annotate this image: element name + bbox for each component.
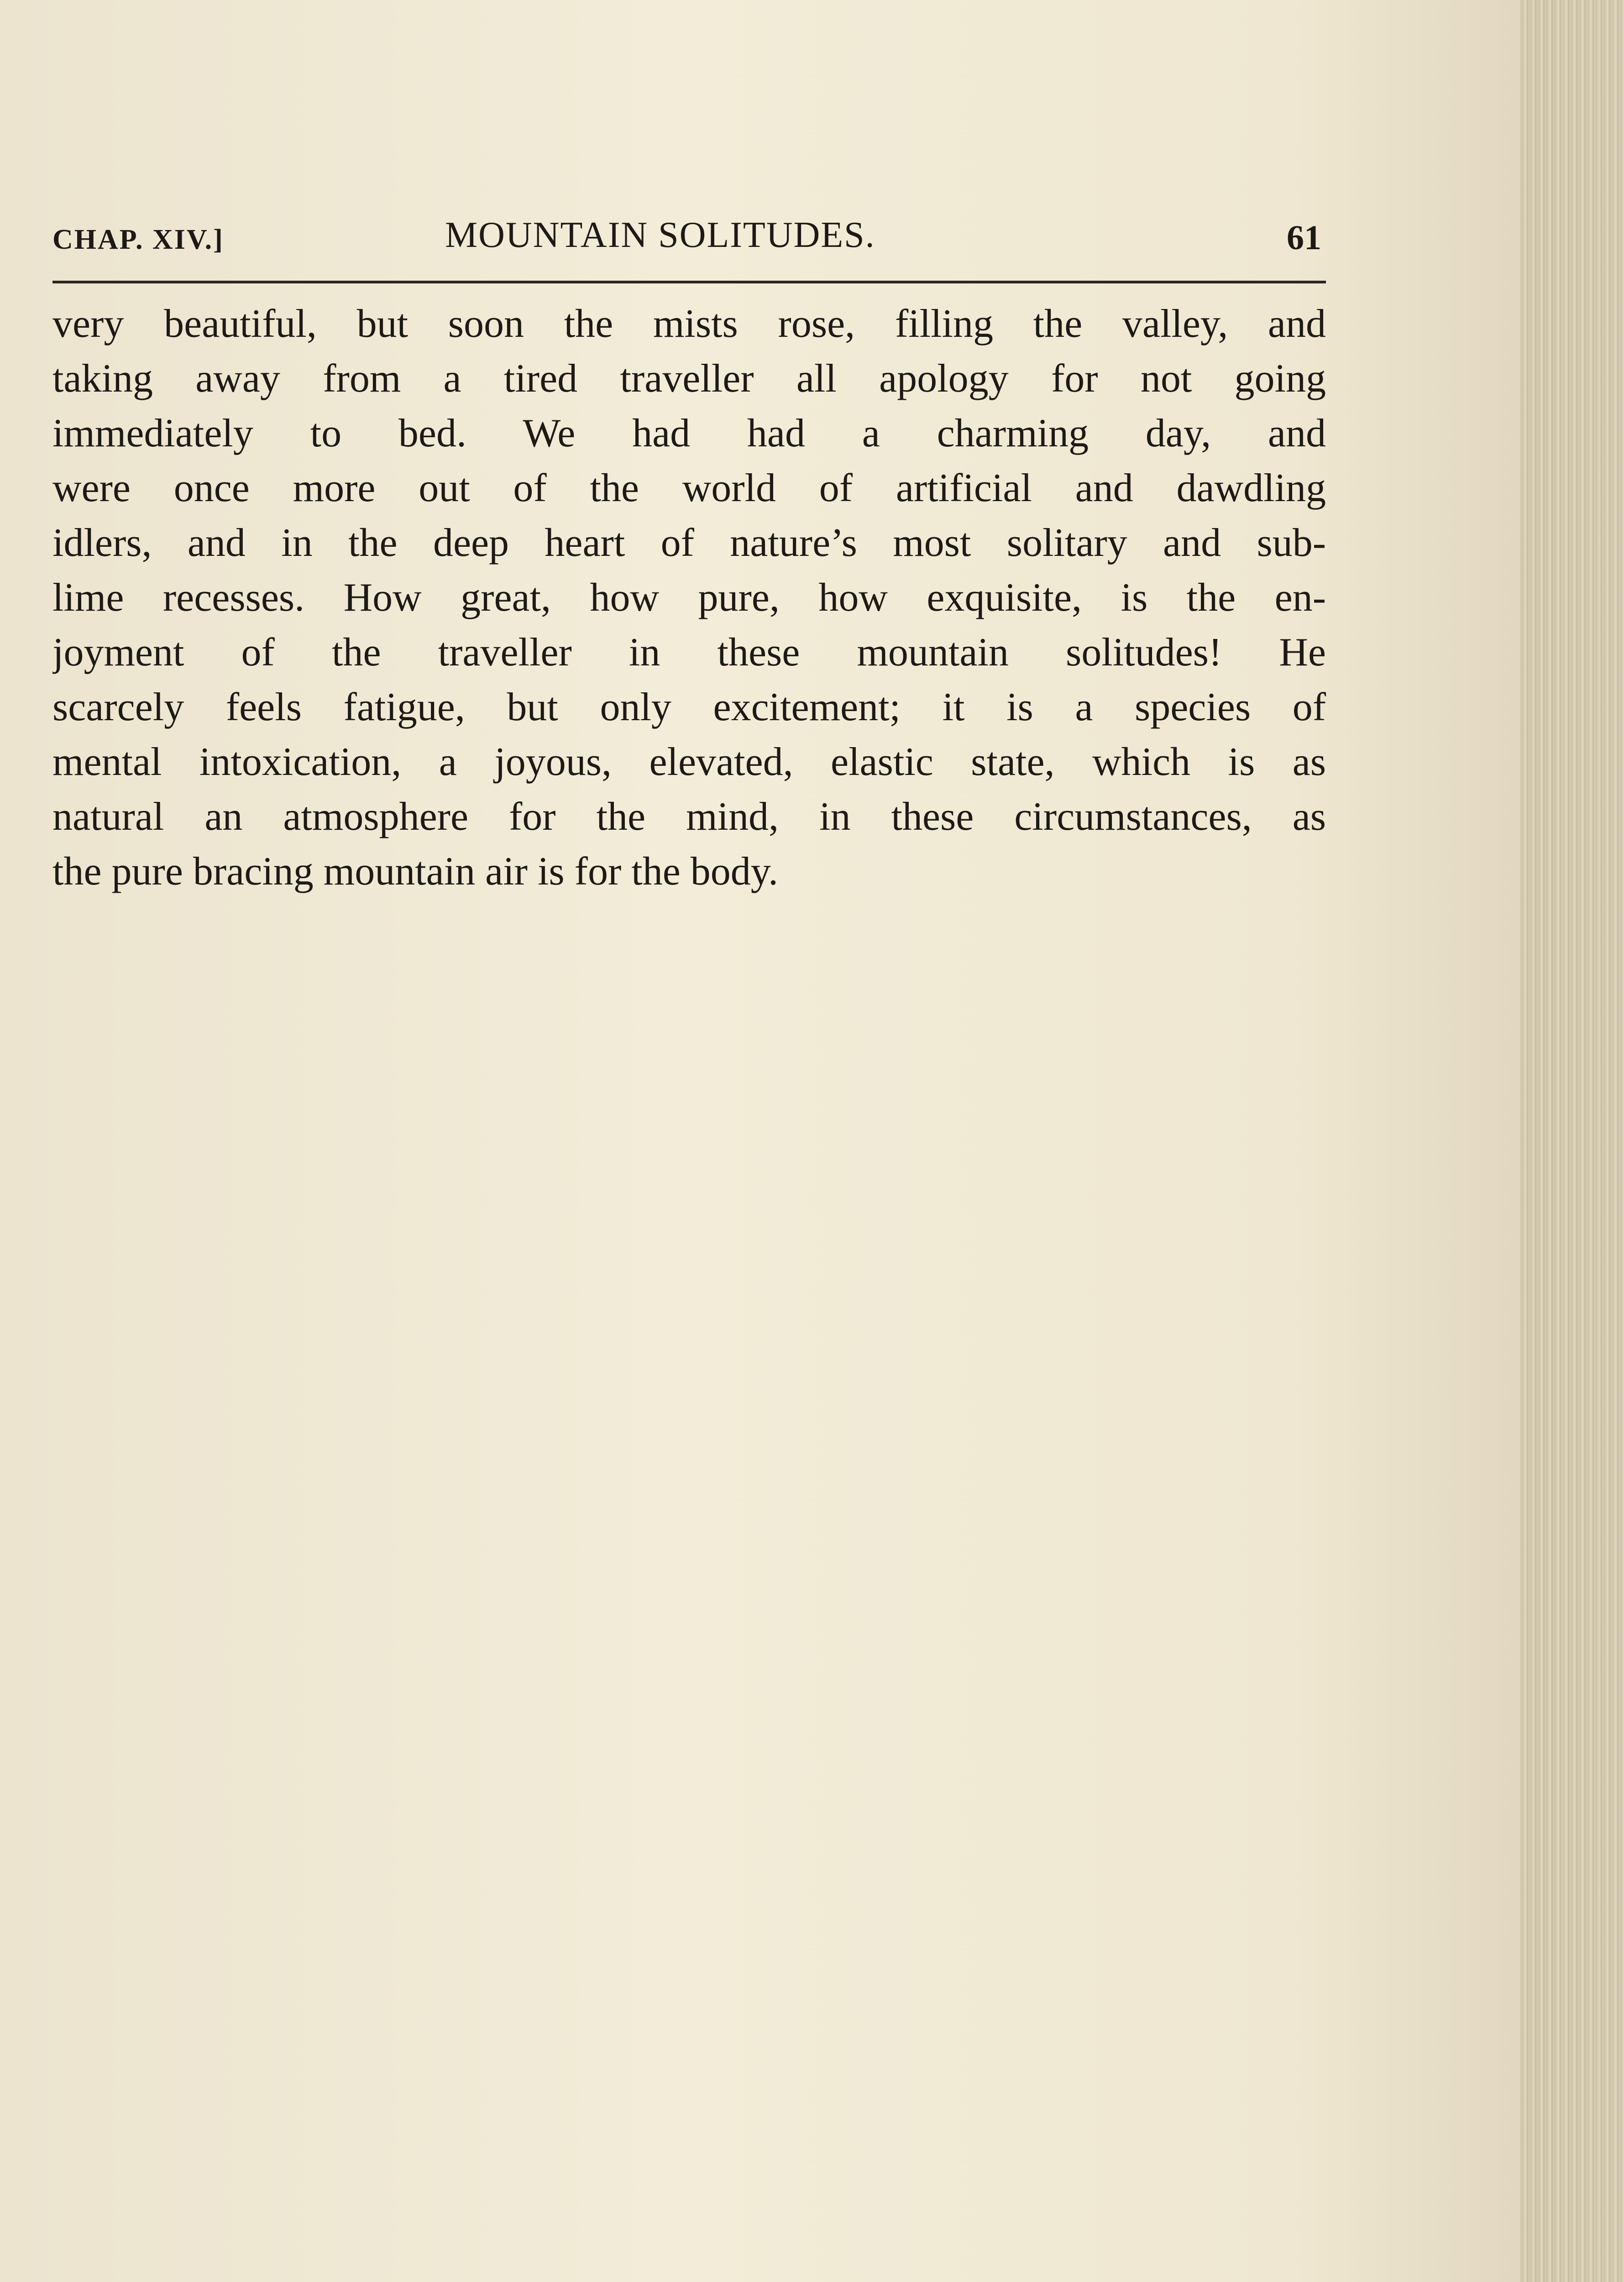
body-paragraph: [52, 297, 1326, 899]
text-line: immediately to bed. We had had a charming day, and: [52, 411, 1326, 455]
chapter-label: CHAP. XIV.]: [52, 224, 224, 255]
header-rule: [52, 281, 1326, 283]
text-line: joyment of the traveller in these mountain solitudes! He: [52, 630, 1326, 675]
running-header: [52, 215, 1321, 269]
page-edges: [1520, 0, 1624, 2282]
text-line: very beautiful, but soon the mists rose, filling the valley, and: [52, 302, 1326, 346]
text-line: were once more out of the world of artificial and dawdling: [52, 466, 1326, 510]
text-line: the pure bracing mountain air is for the body.: [52, 849, 779, 894]
text-line: lime recesses. How great, how pure, how exquisite, is the en-: [52, 576, 1326, 620]
text-line: natural an atmosphere for the mind, in these circumstances, as: [52, 795, 1326, 839]
text-line: idlers, and in the deep heart of nature’s most solitary and sub-: [52, 521, 1326, 565]
page-number: 61: [1287, 219, 1321, 257]
text-line: mental intoxication, a joyous, elevated, elastic state, which is as: [52, 740, 1326, 784]
text-line: scarcely feels fatigue, but only excitement; it is a species of: [52, 685, 1326, 729]
running-title: MOUNTAIN SOLITUDES.: [445, 215, 875, 255]
text-line: taking away from a tired traveller all apology for not going: [52, 356, 1326, 401]
